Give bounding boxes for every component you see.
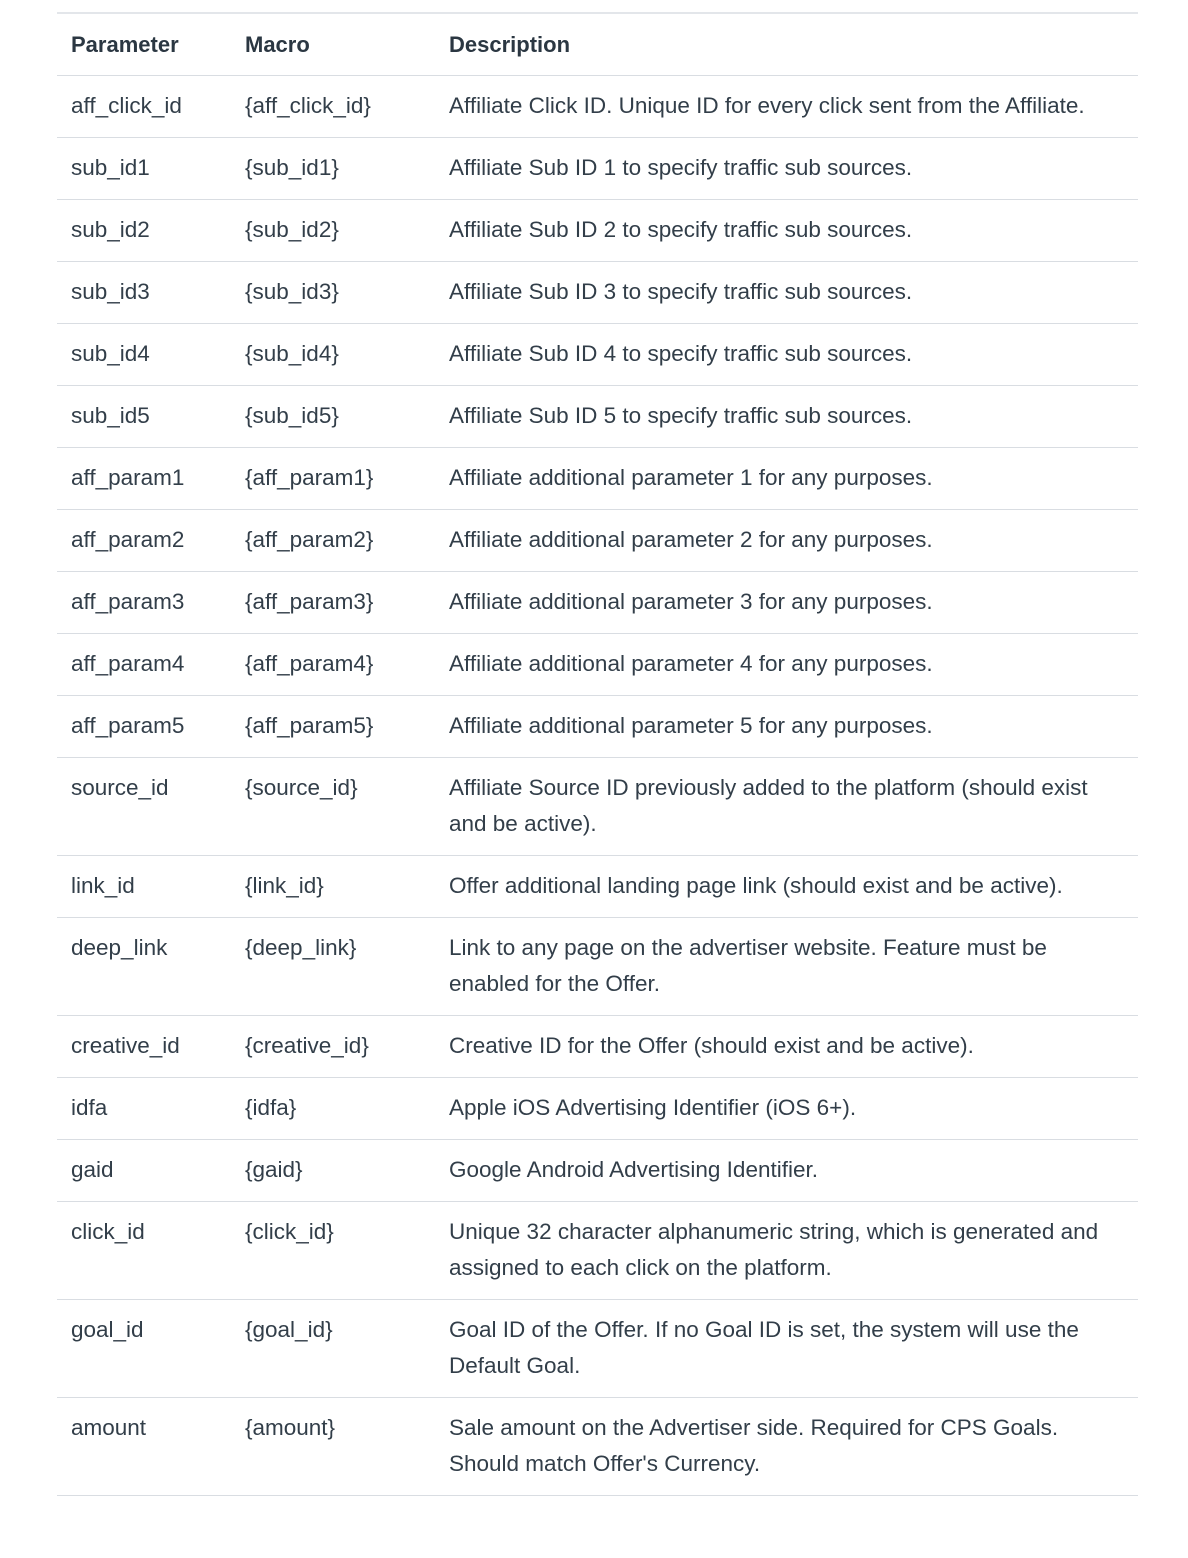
table-row [57, 1300, 1138, 1398]
cell-macro: {click_id} [231, 1202, 435, 1300]
cell-macro: {sub_id3} [231, 262, 435, 324]
table-row [57, 1398, 1138, 1496]
cell-description: Affiliate Sub ID 5 to specify traffic sub sources. [435, 386, 1138, 448]
table-row [57, 856, 1138, 918]
cell-parameter: gaid [57, 1140, 231, 1202]
cell-parameter: sub_id3 [57, 262, 231, 324]
parameters-table [57, 12, 1138, 1496]
cell-parameter: click_id [57, 1202, 231, 1300]
cell-parameter: aff_param5 [57, 696, 231, 758]
cell-parameter: aff_param2 [57, 510, 231, 572]
cell-parameter: amount [57, 1398, 231, 1496]
cell-macro: {link_id} [231, 856, 435, 918]
cell-description: Unique 32 character alphanumeric string, which is generated and assigned to each click on the platform. [435, 1202, 1138, 1300]
cell-description: Offer additional landing page link (should exist and be active). [435, 856, 1138, 918]
cell-description: Sale amount on the Advertiser side. Required for CPS Goals. Should match Offer's Currency. [435, 1398, 1138, 1496]
cell-parameter: idfa [57, 1078, 231, 1140]
cell-macro: {amount} [231, 1398, 435, 1496]
table-row [57, 324, 1138, 386]
cell-description: Goal ID of the Offer. If no Goal ID is set, the system will use the Default Goal. [435, 1300, 1138, 1398]
table-row [57, 696, 1138, 758]
cell-description: Affiliate additional parameter 3 for any purposes. [435, 572, 1138, 634]
cell-macro: {aff_param2} [231, 510, 435, 572]
cell-macro: {sub_id1} [231, 138, 435, 200]
cell-description: Affiliate additional parameter 2 for any purposes. [435, 510, 1138, 572]
cell-parameter: sub_id4 [57, 324, 231, 386]
cell-description: Affiliate Sub ID 2 to specify traffic sub sources. [435, 200, 1138, 262]
cell-parameter: deep_link [57, 918, 231, 1016]
table-row [57, 1140, 1138, 1202]
cell-parameter: link_id [57, 856, 231, 918]
table-row [57, 1202, 1138, 1300]
cell-description: Creative ID for the Offer (should exist and be active). [435, 1016, 1138, 1078]
cell-description: Affiliate Sub ID 1 to specify traffic sub sources. [435, 138, 1138, 200]
cell-parameter: creative_id [57, 1016, 231, 1078]
cell-macro: {sub_id5} [231, 386, 435, 448]
cell-description: Affiliate Source ID previously added to the platform (should exist and be active). [435, 758, 1138, 856]
table-row [57, 918, 1138, 1016]
cell-macro: {aff_param4} [231, 634, 435, 696]
header-parameter: Parameter [57, 13, 231, 76]
table-body [57, 76, 1138, 1496]
cell-parameter: sub_id1 [57, 138, 231, 200]
table-row [57, 634, 1138, 696]
cell-description: Affiliate additional parameter 4 for any purposes. [435, 634, 1138, 696]
cell-description: Affiliate additional parameter 1 for any purposes. [435, 448, 1138, 510]
cell-parameter: aff_param4 [57, 634, 231, 696]
header-row [57, 13, 1138, 76]
header-macro: Macro [231, 13, 435, 76]
cell-parameter: source_id [57, 758, 231, 856]
table-row [57, 262, 1138, 324]
cell-parameter: goal_id [57, 1300, 231, 1398]
table-row [57, 572, 1138, 634]
cell-macro: {gaid} [231, 1140, 435, 1202]
cell-description: Google Android Advertising Identifier. [435, 1140, 1138, 1202]
cell-description: Affiliate Sub ID 4 to specify traffic sub sources. [435, 324, 1138, 386]
cell-macro: {aff_click_id} [231, 76, 435, 138]
cell-macro: {source_id} [231, 758, 435, 856]
table-row [57, 1016, 1138, 1078]
cell-parameter: sub_id5 [57, 386, 231, 448]
table-row [57, 386, 1138, 448]
table-row [57, 76, 1138, 138]
cell-parameter: aff_param1 [57, 448, 231, 510]
cell-macro: {sub_id4} [231, 324, 435, 386]
cell-macro: {idfa} [231, 1078, 435, 1140]
cell-description: Affiliate additional parameter 5 for any purposes. [435, 696, 1138, 758]
cell-parameter: aff_param3 [57, 572, 231, 634]
cell-macro: {creative_id} [231, 1016, 435, 1078]
table-row [57, 138, 1138, 200]
table-header [57, 13, 1138, 76]
table-row [57, 758, 1138, 856]
table-row [57, 1078, 1138, 1140]
cell-macro: {aff_param1} [231, 448, 435, 510]
cell-macro: {deep_link} [231, 918, 435, 1016]
cell-description: Link to any page on the advertiser website. Feature must be enabled for the Offer. [435, 918, 1138, 1016]
cell-description: Affiliate Click ID. Unique ID for every click sent from the Affiliate. [435, 76, 1138, 138]
table-row [57, 510, 1138, 572]
cell-macro: {goal_id} [231, 1300, 435, 1398]
cell-macro: {aff_param3} [231, 572, 435, 634]
table-row [57, 448, 1138, 510]
cell-macro: {sub_id2} [231, 200, 435, 262]
cell-parameter: aff_click_id [57, 76, 231, 138]
cell-description: Affiliate Sub ID 3 to specify traffic sub sources. [435, 262, 1138, 324]
table-row [57, 200, 1138, 262]
header-description: Description [435, 13, 1138, 76]
cell-parameter: sub_id2 [57, 200, 231, 262]
cell-description: Apple iOS Advertising Identifier (iOS 6+). [435, 1078, 1138, 1140]
cell-macro: {aff_param5} [231, 696, 435, 758]
